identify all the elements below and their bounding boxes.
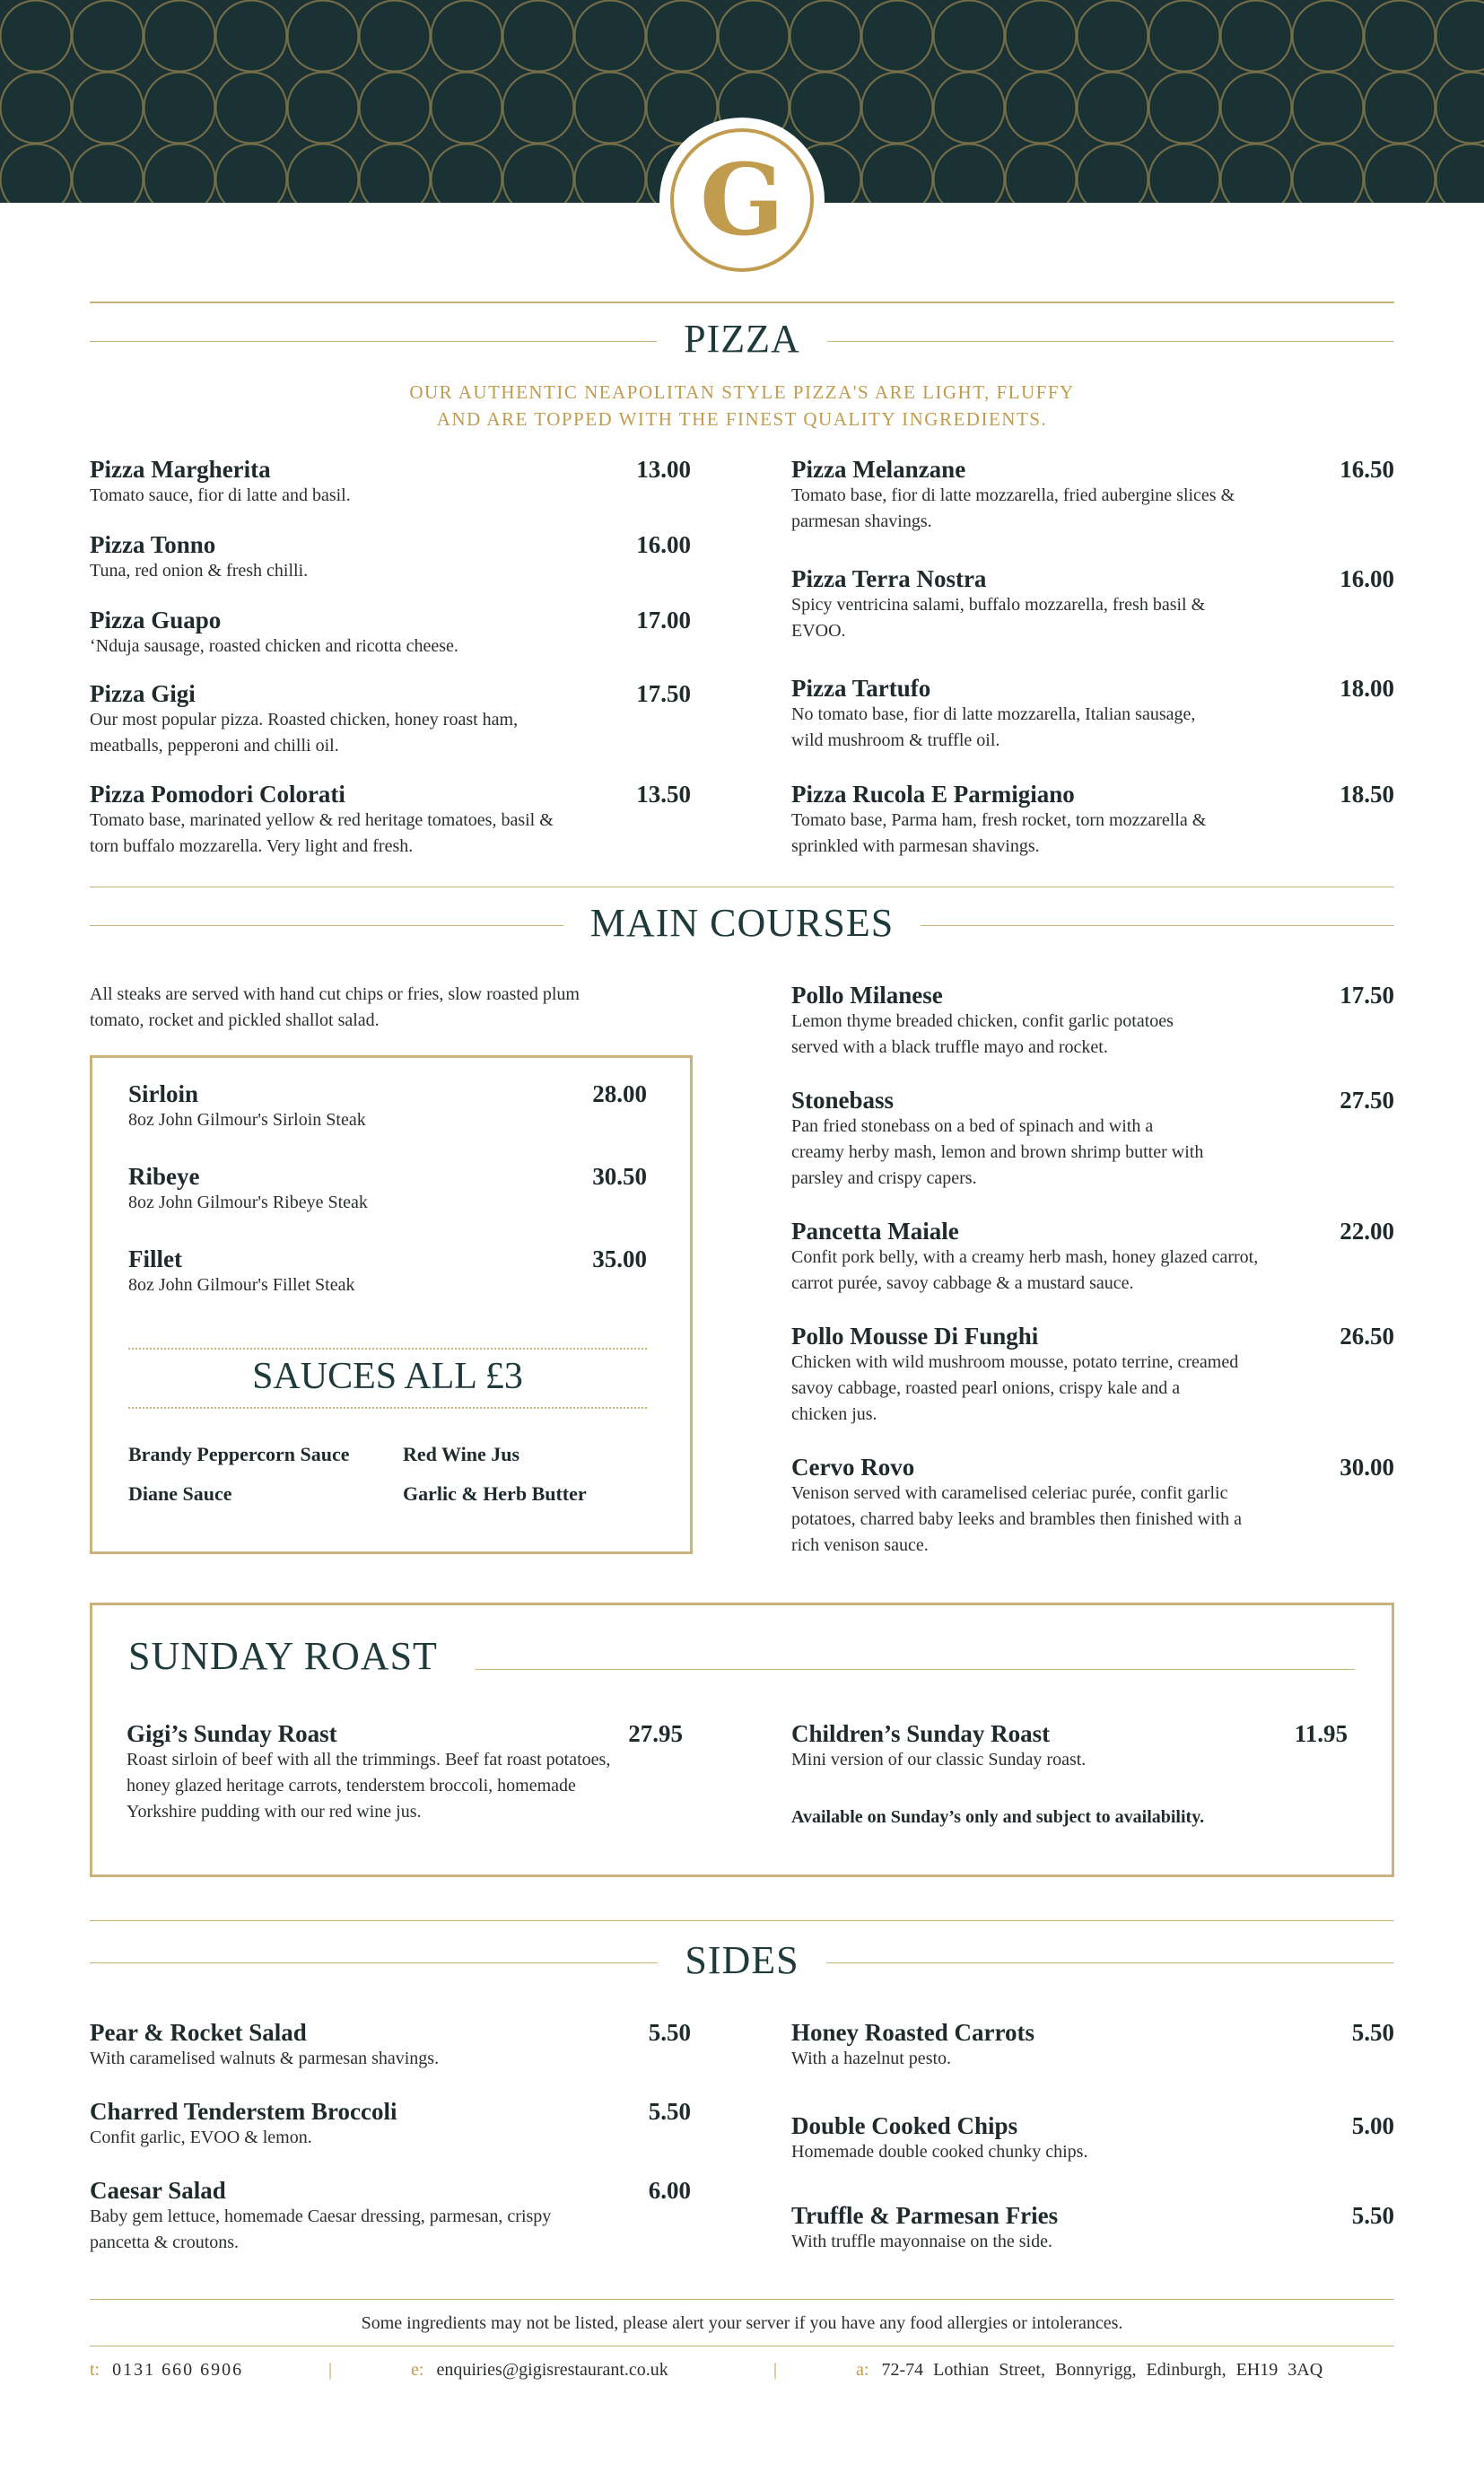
item-description: Chicken with wild mushroom mousse, potato terrine, creamed savoy cabbage, roasted pearl onions, crispy kale and a chicken jus. bbox=[791, 1352, 1239, 1424]
sunday-roast-left bbox=[127, 1720, 683, 1825]
item-description: 8oz John Gilmour's Fillet Steak bbox=[128, 1275, 355, 1295]
item-name: Pizza Tonno bbox=[90, 531, 216, 558]
item-description: No tomato base, fior di latte mozzarella, Italian sausage, wild mushroom & truffle oil. bbox=[791, 704, 1196, 750]
menu-item bbox=[90, 456, 691, 531]
item-price: 11.95 bbox=[1294, 1720, 1348, 1747]
sauces-heading: SAUCES ALL £3 bbox=[252, 1356, 523, 1397]
item-price: 5.00 bbox=[1351, 2112, 1394, 2139]
menu-item bbox=[791, 1323, 1394, 1454]
item-description: Lemon thyme breaded chicken, confit garlic potatoes served with a black truffle mayo and rocket. bbox=[791, 1011, 1174, 1057]
item-price: 5.50 bbox=[648, 2098, 691, 2125]
footer-divider: | bbox=[773, 2360, 778, 2380]
item-price: 17.50 bbox=[1340, 982, 1394, 1009]
availability-note: Available on Sunday’s only and subject to availability. bbox=[791, 1807, 1205, 1827]
menu-item bbox=[791, 565, 1394, 675]
email-label: e: bbox=[411, 2360, 424, 2380]
item-price: 17.00 bbox=[636, 607, 691, 634]
item-price: 17.50 bbox=[636, 680, 691, 707]
item-name: Fillet bbox=[128, 1245, 182, 1272]
steak-note: All steaks are served with hand cut chips or fries, slow roasted plum tomato, rocket and pickled shallot salad. bbox=[90, 984, 580, 1030]
menu-item bbox=[791, 1454, 1394, 1559]
item-name: Pancetta Maiale bbox=[791, 1218, 959, 1245]
item-price: 5.50 bbox=[648, 2019, 691, 2046]
item-price: 16.00 bbox=[1340, 565, 1394, 592]
menu-item bbox=[791, 456, 1394, 565]
menu-item bbox=[90, 2019, 691, 2098]
sauces-bottom-divider bbox=[128, 1407, 647, 1409]
email-link[interactable]: enquiries@gigisrestaurant.co.uk bbox=[436, 2360, 668, 2380]
item-price: 22.00 bbox=[1340, 1218, 1394, 1245]
phone-label: t: bbox=[90, 2360, 100, 2380]
item-name: Sirloin bbox=[128, 1080, 199, 1107]
pizza-subtitle: OUR AUTHENTIC NEAPOLITAN STYLE PIZZA'S ARE LIGHT, FLUFFY AND ARE TOPPED WITH THE FINEST QUALITY INGREDIENTS. bbox=[409, 381, 1075, 430]
restaurant-logo bbox=[659, 118, 825, 283]
item-description: Tomato sauce, fior di latte and basil. bbox=[90, 485, 351, 505]
menu-item bbox=[90, 607, 691, 680]
item-price: 30.50 bbox=[592, 1163, 647, 1190]
item-description: 8oz John Gilmour's Sirloin Steak bbox=[128, 1110, 366, 1130]
item-price: 6.00 bbox=[648, 2177, 691, 2204]
item-description: Pan fried stonebass on a bed of spinach and with a creamy herby mash, lemon and brown shrimp butter with parsley and crispy capers. bbox=[791, 1116, 1204, 1188]
item-description: Tomato base, fior di latte mozzarella, fried aubergine slices & parmesan shavings. bbox=[791, 485, 1235, 531]
item-name: Pizza Rucola E Parmigiano bbox=[791, 781, 1075, 808]
item-description: Confit pork belly, with a creamy herb mash, honey glazed carrot, carrot purée, savoy cabbage & a mustard sauce. bbox=[791, 1247, 1259, 1293]
sides-top-rule bbox=[90, 1920, 1394, 1921]
item-name: Truffle & Parmesan Fries bbox=[791, 2202, 1059, 2229]
item-description: ‘Nduja sausage, roasted chicken and ricotta cheese. bbox=[90, 636, 458, 656]
sides-right-column bbox=[791, 2019, 1394, 2256]
item-price: 18.50 bbox=[1340, 781, 1394, 808]
item-name: Pizza Melanzane bbox=[791, 456, 966, 483]
item-price: 28.00 bbox=[592, 1080, 647, 1107]
menu-item bbox=[128, 1080, 647, 1163]
footer-phone bbox=[90, 2360, 243, 2381]
menu-item bbox=[791, 1218, 1394, 1323]
menu-item bbox=[127, 1720, 683, 1825]
menu-item bbox=[791, 675, 1394, 781]
address-label: a: bbox=[856, 2360, 869, 2380]
item-price: 16.00 bbox=[636, 531, 691, 558]
menu-item bbox=[128, 1163, 647, 1245]
item-description: Spicy ventricina salami, buffalo mozzarella, fresh basil & EVOO. bbox=[791, 595, 1206, 641]
menu-item bbox=[791, 1720, 1348, 1773]
item-name: Pizza Tartufo bbox=[791, 675, 931, 702]
item-description: Roast sirloin of beef with all the trimmings. Beef fat roast potatoes, honey glazed heritage carrots, tenderstem broccoli, homemade Yorkshire pudding with our red wine jus. bbox=[127, 1750, 611, 1822]
item-name: Honey Roasted Carrots bbox=[791, 2019, 1034, 2046]
item-name: Pollo Milanese bbox=[791, 982, 943, 1009]
item-description: Tomato base, marinated yellow & red heritage tomatoes, basil & torn buffalo mozzarella. Very light and fresh. bbox=[90, 810, 554, 856]
footer-top-rule bbox=[90, 2299, 1394, 2300]
menu-item bbox=[791, 781, 1394, 861]
item-name: Ribeye bbox=[128, 1163, 200, 1190]
item-price: 27.50 bbox=[1340, 1087, 1394, 1114]
footer-email bbox=[411, 2360, 668, 2381]
item-price: 26.50 bbox=[1340, 1323, 1394, 1350]
sauce-item: Red Wine Jus bbox=[403, 1443, 520, 1465]
menu-item bbox=[90, 2098, 691, 2177]
sauce-item: Brandy Peppercorn Sauce bbox=[128, 1443, 350, 1465]
pizza-left-column bbox=[90, 456, 691, 861]
mains-heading: MAIN COURSES bbox=[0, 900, 1484, 946]
item-description: Tuna, red onion & fresh chilli. bbox=[90, 561, 309, 581]
logo-letter: G bbox=[700, 142, 784, 258]
item-description: Tomato base, Parma ham, fresh rocket, torn mozzarella & sprinkled with parmesan shavings. bbox=[791, 810, 1207, 856]
menu-item bbox=[791, 982, 1394, 1087]
item-description: Our most popular pizza. Roasted chicken, honey roast ham, meatballs, pepperoni and chilli oil. bbox=[90, 710, 519, 756]
menu-item bbox=[791, 2112, 1394, 2202]
sauce-item: Garlic & Herb Butter bbox=[403, 1482, 587, 1505]
item-name: Stonebass bbox=[791, 1087, 895, 1114]
phone-number[interactable]: 0131 660 6906 bbox=[112, 2360, 244, 2380]
menu-item bbox=[90, 781, 691, 861]
menu-item bbox=[90, 680, 691, 781]
menu-item bbox=[791, 2202, 1394, 2256]
address-text: 72-74 Lothian Street, Bonnyrigg, Edinburgh, EH19 3AQ bbox=[881, 2360, 1323, 2380]
item-description: Venison served with caramelised celeriac purée, confit garlic potatoes, charred baby leeks and brambles then finished with a rich venison sauce. bbox=[791, 1483, 1243, 1555]
item-description: Baby gem lettuce, homemade Caesar dressing, parmesan, crispy pancetta & croutons. bbox=[90, 2206, 552, 2252]
sides-heading: SIDES bbox=[0, 1937, 1484, 1983]
item-name: Cervo Rovo bbox=[791, 1454, 915, 1481]
item-price: 27.95 bbox=[628, 1720, 683, 1747]
menu-item bbox=[791, 2019, 1394, 2112]
menu-item bbox=[128, 1245, 647, 1328]
item-price: 30.00 bbox=[1340, 1454, 1394, 1481]
item-description: With truffle mayonnaise on the side. bbox=[791, 2232, 1052, 2251]
item-price: 13.50 bbox=[636, 781, 691, 808]
pizza-right-column bbox=[791, 456, 1394, 861]
item-name: Pizza Margherita bbox=[90, 456, 271, 483]
footer-address bbox=[856, 2360, 1323, 2381]
item-description: Confit garlic, EVOO & lemon. bbox=[90, 2128, 312, 2147]
item-description: Mini version of our classic Sunday roast. bbox=[791, 1750, 1087, 1770]
item-name: Caesar Salad bbox=[90, 2177, 226, 2204]
item-name: Pizza Guapo bbox=[90, 607, 222, 634]
item-name: Double Cooked Chips bbox=[791, 2112, 1018, 2139]
allergy-notice: Some ingredients may not be listed, please alert your server if you have any food allergies or intolerances. bbox=[361, 2313, 1123, 2333]
sunday-roast-heading: SUNDAY ROAST bbox=[128, 1634, 438, 1678]
item-name: Gigi’s Sunday Roast bbox=[127, 1720, 337, 1747]
pizza-heading: PIZZA bbox=[0, 316, 1484, 362]
logo-ring bbox=[670, 128, 814, 272]
steak-list bbox=[128, 1080, 647, 1328]
item-name: Pizza Terra Nostra bbox=[791, 565, 987, 592]
menu-item bbox=[90, 2177, 691, 2258]
sides-left-column bbox=[90, 2019, 691, 2258]
footer-divider: | bbox=[328, 2360, 333, 2380]
sunday-roast-heading-rule bbox=[476, 1669, 1355, 1670]
top-divider bbox=[90, 301, 1394, 303]
item-price: 35.00 bbox=[592, 1245, 647, 1272]
item-name: Pear & Rocket Salad bbox=[90, 2019, 307, 2046]
item-name: Pizza Pomodori Colorati bbox=[90, 781, 345, 808]
item-description: With caramelised walnuts & parmesan shavings. bbox=[90, 2049, 440, 2068]
item-price: 18.00 bbox=[1340, 675, 1394, 702]
menu-item bbox=[90, 531, 691, 607]
item-description: With a hazelnut pesto. bbox=[791, 2049, 952, 2068]
item-price: 16.50 bbox=[1340, 456, 1394, 483]
item-price: 13.00 bbox=[636, 456, 691, 483]
sunday-roast-right bbox=[791, 1720, 1348, 1828]
item-price: 5.50 bbox=[1351, 2019, 1394, 2046]
sauces-top-divider bbox=[128, 1348, 647, 1350]
item-name: Pollo Mousse Di Funghi bbox=[791, 1323, 1039, 1350]
item-description: Homemade double cooked chunky chips. bbox=[791, 2142, 1088, 2162]
item-name: Charred Tenderstem Broccoli bbox=[90, 2098, 397, 2125]
item-description: 8oz John Gilmour's Ribeye Steak bbox=[128, 1193, 368, 1212]
item-name: Pizza Gigi bbox=[90, 680, 196, 707]
item-price: 5.50 bbox=[1351, 2202, 1394, 2229]
item-name: Children’s Sunday Roast bbox=[791, 1720, 1051, 1747]
mains-right-column bbox=[791, 982, 1394, 1559]
menu-item bbox=[791, 1087, 1394, 1218]
sauce-item: Diane Sauce bbox=[128, 1482, 232, 1505]
